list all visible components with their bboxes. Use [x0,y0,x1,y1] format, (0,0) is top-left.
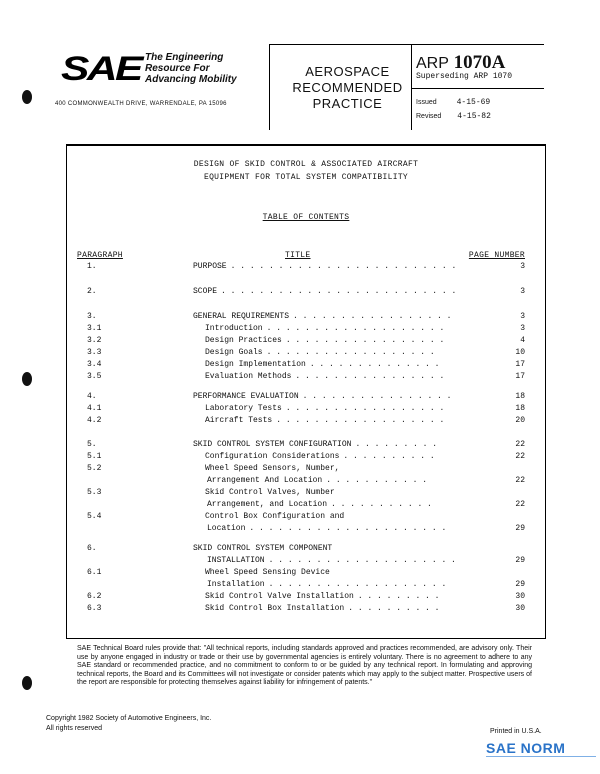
toc-title [207,580,446,589]
toc-paragraph-number: 5.4 [87,512,102,521]
toc-row [67,360,545,372]
toc-title-text: Location [207,524,246,533]
header-divider [269,44,270,130]
toc-page-number: 22 [515,500,525,509]
toc-row [67,440,545,452]
toc-leader: . . . . . . . . . . . . . . . . [295,372,445,381]
toc-paragraph-number: 6.2 [87,592,102,601]
toc-title-text: Design Goals [205,348,263,357]
toc-title-text: PERFORMANCE EVALUATION [193,392,299,401]
col-page-header: PAGE NUMBER [468,251,525,260]
revised-date: 4-15-82 [457,112,491,121]
toc-page-number: 29 [515,580,525,589]
sae-logo [55,44,265,92]
toc-page-number: 29 [515,556,525,565]
toc-row [67,392,545,404]
toc-title-text: Wheel Speed Sensing Device [205,568,330,577]
toc-row [67,336,545,348]
toc-page-number: 18 [515,404,525,413]
toc-title [205,416,444,425]
toc-title-text: Aircraft Tests [205,416,273,425]
toc-title-text: Design Practices [205,336,282,345]
toc-title [205,464,343,473]
toc-row [67,287,545,299]
punch-hole [22,372,32,386]
toc-title [205,604,439,613]
toc-title-text: Arrangement And Location [207,476,323,485]
toc-title [193,440,437,449]
toc-row [67,464,545,476]
toc-title [205,404,444,413]
sae-logo-mark: SAE [61,50,141,88]
document-category: AEROSPACE RECOMMENDED PRACTICE [292,64,403,111]
toc-page-number: 18 [515,392,525,401]
toc-row [67,348,545,360]
toc-leader: . . . . . . . . . [357,592,440,601]
toc-paragraph-number: 6.3 [87,604,102,613]
toc-leader: . . . . . . . . . . . . . . . . . . . . . [249,524,447,533]
toc-page-number: 29 [515,524,525,533]
toc-title-text: Configuration Considerations [205,452,340,461]
toc-paragraph-number: 2. [87,287,97,296]
toc-title [205,488,339,497]
toc-row [67,452,545,464]
toc-row [67,476,545,488]
toc-leader: . . . . . . . . . . . . . . . . . [285,404,445,413]
toc-title [205,372,444,381]
toc-title-text: Skid Control Box Installation [205,604,345,613]
toc-page-number: 4 [520,336,525,345]
punch-hole [22,676,32,690]
toc-paragraph-number: 4.2 [87,416,102,425]
document-body [66,144,546,639]
issue-dates: Issued 4-15-69 Revised 4-15-82 [416,98,491,121]
toc-paragraph-number: 6. [87,544,97,553]
toc-title-text: Design Implementation [205,360,306,369]
document-number: ARP 1070A [416,52,506,73]
toc-page-number: 17 [515,372,525,381]
toc-title-text: Installation [207,580,265,589]
toc-leader: . . . . . . . . . . . . . . . . . . . [266,324,445,333]
toc-paragraph-number: 4.1 [87,404,102,413]
col-title-header: TITLE [285,251,311,260]
toc-row [67,604,545,616]
toc-leader: . . . . . . . . . . . . . . . . . [285,336,445,345]
toc-title [193,392,451,401]
toc-paragraph-number: 3.5 [87,372,102,381]
toc-title-text: Wheel Speed Sensors, Number, [205,464,340,473]
toc-page-number: 10 [515,348,525,357]
toc-title [193,287,456,296]
col-paragraph-header: PARAGRAPH [77,251,123,260]
toc-page-number: 20 [515,416,525,425]
toc-title [205,452,435,461]
toc-page-number: 3 [520,287,525,296]
toc-page-number: 3 [520,312,525,321]
toc-row [67,312,545,324]
toc-title [207,500,432,509]
toc-heading: TABLE OF CONTENTS [262,213,350,222]
toc-title-text: Skid Control Valves, Number [205,488,335,497]
toc-leader: . . . . . . . . . . . . . . [309,360,440,369]
toc-title [205,592,439,601]
toc-leader: . . . . . . . . . [355,440,438,449]
toc-paragraph-number: 5.3 [87,488,102,497]
sae-norm-watermark: SAE NORM [486,740,566,756]
toc-leader: . . . . . . . . . . . . . . . . . . . . . . . . [230,262,457,271]
toc-title-text: Laboratory Tests [205,404,282,413]
toc-title-text: GENERAL REQUIREMENTS [193,312,290,321]
toc-page-number: 3 [520,262,525,271]
toc-row [67,404,545,416]
toc-leader: . . . . . . . . . . . . . . . . . . . . [268,556,456,565]
toc-paragraph-number: 4. [87,392,97,401]
toc-row [67,580,545,592]
toc-title-text: Control Box Configuration and [205,512,345,521]
toc-title [207,556,456,565]
toc-paragraph-number: 3. [87,312,97,321]
document-title: DESIGN OF SKID CONTROL & ASSOCIATED AIRCRAFT EQUIPMENT FOR TOTAL SYSTEM COMPATIBILITY [193,160,419,182]
superseding-note: Superseding ARP 1070 [416,72,513,81]
toc-title [205,360,439,369]
header-rule [411,88,544,89]
toc-title-text: INSTALLATION [207,556,265,565]
toc-leader: . . . . . . . . . . . . . . . . . . . . . . . . . [221,287,457,296]
toc-paragraph-number: 3.4 [87,360,102,369]
toc-title-text: Introduction [205,324,263,333]
toc-title [205,348,435,357]
toc-page-number: 3 [520,324,525,333]
toc-page-number: 30 [515,592,525,601]
toc-title [193,262,456,271]
punch-hole [22,90,32,104]
toc-paragraph-number: 6.1 [87,568,102,577]
toc-leader: . . . . . . . . . . [343,452,435,461]
toc-title [205,512,348,521]
header-rule [269,44,544,45]
toc-title-text: Skid Control Valve Installation [205,592,354,601]
toc-title-text: SKID CONTROL SYSTEM CONFIGURATION [193,440,352,449]
copyright: Copyright 1982 Society of Automotive Engineers, Inc. All rights reserved [46,715,212,732]
toc-row [67,416,545,428]
toc-paragraph-number: 5.1 [87,452,102,461]
printed-in: Printed in U.S.A. [490,728,542,735]
toc-row [67,488,545,500]
toc-row [67,262,545,274]
toc-leader: . . . . . . . . . . . . . . . . . [293,312,452,321]
toc-leader: . . . . . . . . . . [348,604,440,613]
toc-leader: . . . . . . . . . . . [331,500,432,509]
toc-paragraph-number: 3.1 [87,324,102,333]
toc-row [67,500,545,512]
toc-title [205,336,444,345]
toc-title-text: SCOPE [193,287,218,296]
toc-leader: . . . . . . . . . . . . . . . . . . [266,348,435,357]
sae-tagline: The Engineering Resource For Advancing Mobility [145,52,237,85]
toc-row [67,556,545,568]
toc-row [67,324,545,336]
toc-row [67,512,545,524]
toc-paragraph-number: 1. [87,262,97,271]
toc-page-number: 22 [515,452,525,461]
toc-title-text: PURPOSE [193,262,227,271]
toc-row [67,372,545,384]
toc-leader: . . . . . . . . . . . [326,476,428,485]
toc-row [67,592,545,604]
toc-paragraph-number: 5.2 [87,464,102,473]
toc-title [193,544,336,553]
toc-title [207,524,446,533]
toc-row [67,524,545,536]
toc-title [205,324,444,333]
toc-leader: . . . . . . . . . . . . . . . . . . [276,416,445,425]
toc-title [207,476,427,485]
toc-page-number: 22 [515,440,525,449]
toc-title [205,568,334,577]
toc-page-number: 17 [515,360,525,369]
toc-paragraph-number: 5. [87,440,97,449]
toc-row [67,544,545,556]
toc-paragraph-number: 3.2 [87,336,102,345]
watermark-rule [486,756,596,759]
toc-title-text: Arrangement, and Location [207,500,328,509]
toc-page-number: 22 [515,476,525,485]
toc-title-text: Evaluation Methods [205,372,292,381]
sae-address: 400 COMMONWEALTH DRIVE, WARRENDALE, PA 15096 [55,101,227,107]
toc-page-number: 30 [515,604,525,613]
toc-title [193,312,451,321]
sae-disclaimer: SAE Technical Board rules provide that: "All technical reports, including standards approved and practices recommended, are advisory only. Their use by anyone engaged in industry or trade or their use by governmental agencies is entirely voluntary. There is no agreement to adhere to any SAE standard or recommended practice, and no commitment to conform to or be guided by any technical report. In formulating and approving technical reports, the Board and its Committees will not investigate or consider patents which may apply to the subject matter. Prospective users of the report are responsible for protecting themselves against liability for infringement of patents." [77,645,532,687]
toc-paragraph-number: 3.3 [87,348,102,357]
toc-title-text: SKID CONTROL SYSTEM COMPONENT [193,544,333,553]
toc-leader: . . . . . . . . . . . . . . . . [302,392,452,401]
toc-row [67,568,545,580]
document-header [55,44,544,134]
issued-date: 4-15-69 [456,98,491,107]
toc-leader: . . . . . . . . . . . . . . . . . . . [268,580,447,589]
